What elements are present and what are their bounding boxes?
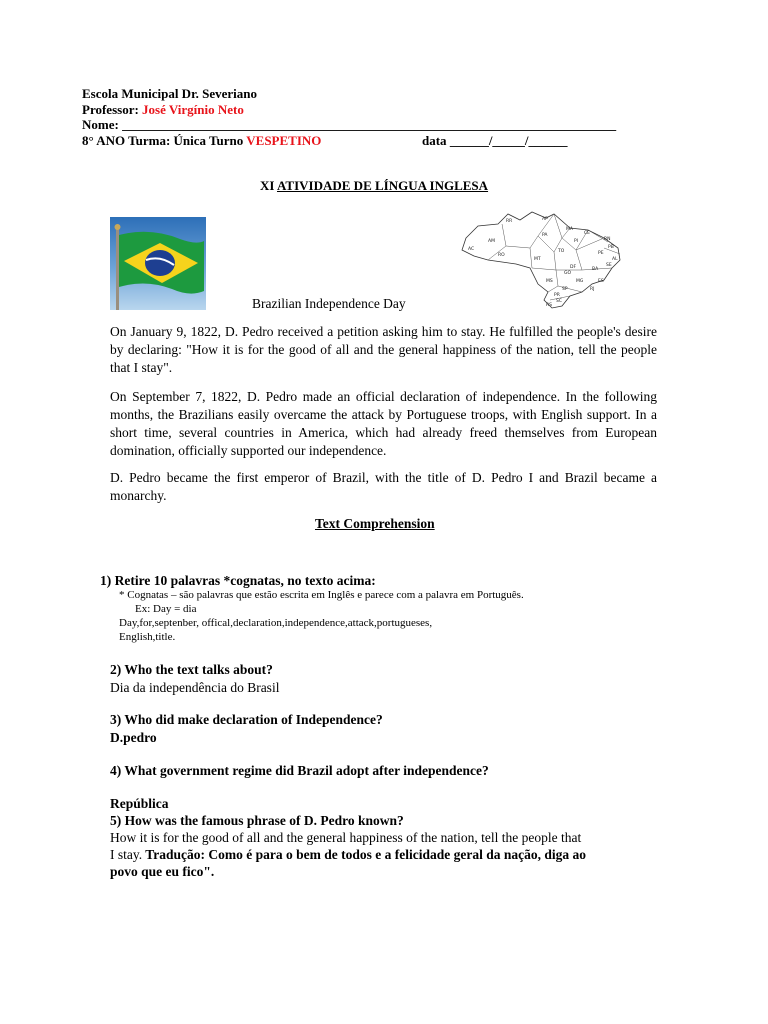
- name-label: Nome:: [82, 117, 119, 132]
- map-label-ma: MA: [566, 227, 573, 232]
- map-label-ro: RO: [498, 253, 505, 258]
- map-label-rs: RS: [546, 303, 552, 308]
- name-blank[interactable]: ____________________________________________________________________________: [122, 117, 617, 132]
- map-label-go: GO: [564, 271, 572, 276]
- question-1: [100, 573, 376, 589]
- answer-5-plain: I stay.: [110, 847, 143, 862]
- question-5: 5) How was the famous phrase of D. Pedro known?: [110, 813, 404, 828]
- date-line: [422, 133, 568, 149]
- question-3: 3) Who did make declaration of Independence?: [110, 712, 383, 727]
- teacher-label: Professor:: [82, 102, 139, 117]
- question-1-text: Retire 10 palavras *cognatas, no texto acima:: [114, 573, 376, 588]
- map-label-sp: SP: [562, 287, 568, 292]
- answer-2: Dia da independência do Brasil: [110, 680, 280, 695]
- map-label-pr: PR: [554, 293, 560, 298]
- map-label-sc: SC: [556, 299, 562, 304]
- map-label-al: AL: [612, 257, 618, 262]
- paragraph-1: On January 9, 1822, D. Pedro received a petition asking him to stay. He fulfilled the people's desire by declaring: "How it is for the good of all and the general happiness of the nation, tell the people that I stay".: [110, 324, 657, 375]
- map-label-ce: CE: [584, 231, 590, 236]
- map-label-rj: RJ: [590, 287, 595, 292]
- map-label-se: SE: [606, 263, 612, 268]
- teacher-name: José Virgínio Neto: [142, 102, 244, 117]
- map-label-es: ES: [598, 279, 604, 284]
- title-text: ATIVIDADE DE LÍNGUA INGLESA: [277, 178, 489, 193]
- paragraph-3: D. Pedro became the first emperor of Brazil, with the title of D. Pedro I and Brazil became a monarchy.: [110, 470, 657, 503]
- paragraph-2: On September 7, 1822, D. Pedro made an official declaration of independence. In the following months, the Brazilians easily overcame the attack by Portuguese troops, with English support. In a short time, several countries in America, which had already freed themselves from European domination, officially supported our independence.: [110, 389, 657, 458]
- map-label-pb: PB: [608, 245, 614, 250]
- map-label-to: TO: [558, 249, 565, 254]
- map-label-ac: AC: [468, 247, 475, 252]
- answer-1-line-2: English,title.: [119, 631, 176, 643]
- grade-prefix: 8° ANO Turma: Única Turno: [82, 133, 244, 148]
- activity-title: [260, 178, 488, 194]
- name-line: [82, 117, 660, 133]
- translation-line-1: Tradução: Como é para o bem de todos e a felicidade geral da nação, diga ao: [142, 847, 586, 862]
- brazil-flag-icon: [110, 217, 206, 310]
- date-label: data: [422, 133, 447, 148]
- answer-3: D.pedro: [110, 730, 157, 745]
- map-label-pa: PA: [542, 233, 548, 238]
- date-blanks[interactable]: ______/_____/______: [449, 133, 568, 148]
- map-label-mg: MG: [576, 279, 584, 284]
- brazil-map-image: [458, 208, 624, 312]
- section-title: Text Comprehension: [315, 516, 435, 531]
- school-name: Escola Municipal Dr. Severiano: [82, 86, 258, 101]
- map-label-pi: PI: [574, 239, 579, 244]
- map-label-df: DF: [570, 265, 577, 270]
- title-prefix: XI: [260, 178, 275, 193]
- question-4: 4) What government regime did Brazil adopt after independence?: [110, 763, 489, 778]
- map-label-rn: RN: [604, 237, 611, 242]
- map-label-am: AM: [488, 239, 495, 244]
- answer-1-line-1: Day,for,septenber, offical,declaration,independence,attack,portugueses,: [119, 617, 433, 629]
- map-label-pe: PE: [598, 251, 604, 256]
- answer-5-line-2: [110, 847, 586, 863]
- question-1-number: 1): [100, 573, 112, 588]
- cognate-note: * Cognatas – são palavras que estão escrita em Inglês e parece com a palavra em Português.: [119, 589, 524, 601]
- map-label-ms: MS: [546, 279, 553, 284]
- map-label-rr: RR: [506, 219, 513, 224]
- answer-5-line-1: How it is for the good of all and the general happiness of the nation, tell the people that: [110, 830, 582, 845]
- question-2: 2) Who the text talks about?: [110, 662, 273, 677]
- teacher-line: [82, 102, 244, 118]
- shift-value: VESPETINO: [246, 133, 322, 148]
- answer-4: República: [110, 796, 169, 811]
- brazil-flag-image: [110, 217, 206, 310]
- text-subtitle: Brazilian Independence Day: [252, 296, 406, 311]
- map-label-mt: MT: [534, 257, 541, 262]
- translation-line-2: povo que eu fico".: [110, 864, 215, 879]
- cognate-example: Ex: Day = dia: [135, 603, 197, 615]
- grade-line: [82, 133, 321, 149]
- map-label-ap: AP: [542, 217, 548, 222]
- map-label-ba: BA: [592, 267, 599, 272]
